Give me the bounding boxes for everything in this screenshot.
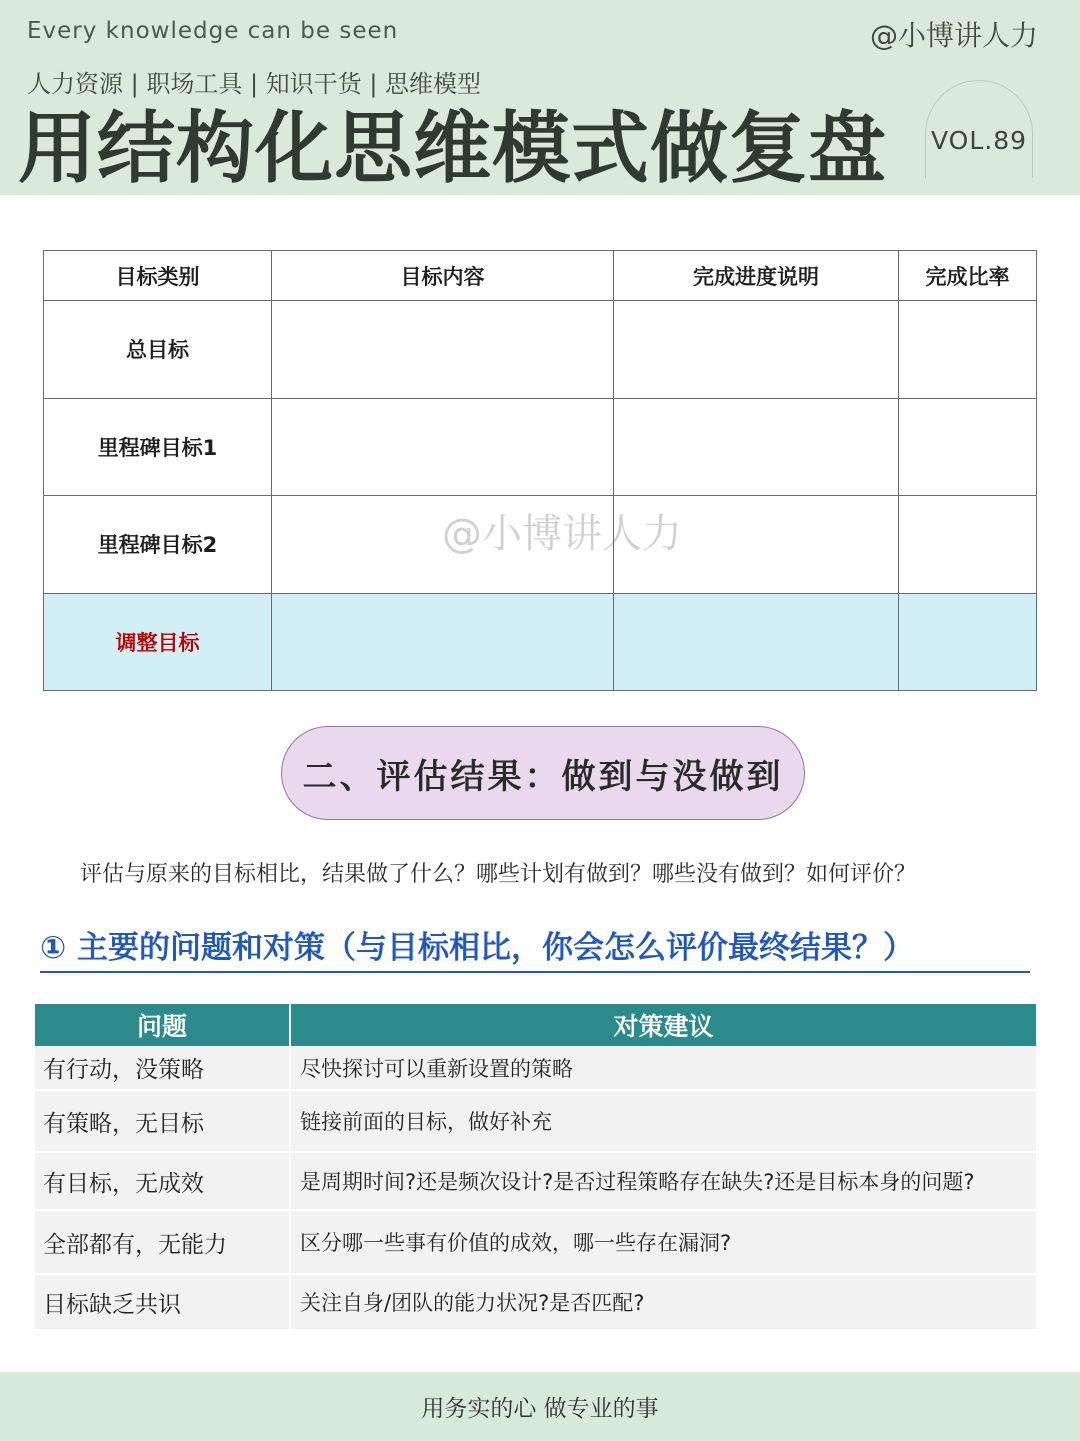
tagline: Every knowledge can be seen: [27, 18, 399, 44]
footer-text: 用务实的心 做专业的事: [421, 1396, 659, 1422]
category-list: 人力资源 | 职场工具 | 知识干货 | 思维模型: [27, 70, 482, 98]
problem-cell: 有目标，无成效: [35, 1152, 290, 1210]
ratio-cell[interactable]: [899, 496, 1037, 594]
row-label: 总目标: [44, 301, 272, 399]
progress-cell[interactable]: [614, 301, 899, 399]
ratio-cell[interactable]: [899, 398, 1037, 496]
volume-badge: [925, 80, 1033, 178]
section-question: 评估与原来的目标相比，结果做了什么？哪些计划有做到？哪些没有做到？如何评价？: [80, 862, 917, 887]
section-title-pill: [281, 726, 805, 820]
content-cell[interactable]: [272, 593, 614, 691]
header-banner: [0, 0, 1080, 195]
footer-slogan: [0, 1372, 1080, 1441]
row-label-adjusted: 调整目标: [44, 593, 272, 691]
problem-cell: 有策略，无目标: [35, 1090, 290, 1152]
problem-cell: 目标缺乏共识: [35, 1274, 290, 1330]
watermark: @小博讲人力: [442, 511, 682, 557]
table-row: [35, 1046, 1036, 1090]
author-handle: @小博讲人力: [869, 19, 1038, 52]
content-cell[interactable]: [272, 301, 614, 399]
page-title: 用结构化思维模式做复盘: [18, 104, 888, 194]
ratio-cell[interactable]: [899, 593, 1037, 691]
row-label: 里程碑目标1: [44, 398, 272, 496]
header-cell: 对策建议: [290, 1004, 1036, 1046]
section-title: 二、评估结果：做到与没做到: [302, 756, 784, 797]
target-table: [43, 250, 1037, 691]
problem-table-header: [35, 1004, 1036, 1046]
target-table-header: [44, 251, 1037, 301]
table-row: [35, 1090, 1036, 1152]
header-cell: 目标类别: [44, 251, 272, 301]
header-cell: 完成比率: [899, 251, 1037, 301]
table-row: [44, 301, 1037, 399]
table-row: [35, 1152, 1036, 1210]
problem-cell: 有行动，没策略: [35, 1046, 290, 1090]
problem-table: [35, 1004, 1036, 1331]
progress-cell[interactable]: [614, 398, 899, 496]
ratio-cell[interactable]: [899, 301, 1037, 399]
header-cell: 完成进度说明: [614, 251, 899, 301]
advice-cell: 区分哪一些事有价值的成效，哪一些存在漏洞?: [290, 1210, 1036, 1274]
advice-cell: 关注自身/团队的能力状况?是否匹配?: [290, 1274, 1036, 1330]
table-row: [44, 398, 1037, 496]
problem-cell: 全部都有，无能力: [35, 1210, 290, 1274]
volume-label: VOL.89: [930, 126, 1028, 155]
subsection-heading: ① 主要的问题和对策（与目标相比，你会怎么评价最终结果？）: [40, 922, 1030, 973]
table-row: [35, 1210, 1036, 1274]
table-row-adjusted: [44, 593, 1037, 691]
advice-cell: 尽快探讨可以重新设置的策略: [290, 1046, 1036, 1090]
advice-cell: 是周期时间?还是频次设计?是否过程策略存在缺失?还是目标本身的问题?: [290, 1152, 1036, 1210]
advice-cell: 链接前面的目标，做好补充: [290, 1090, 1036, 1152]
table-row: [35, 1274, 1036, 1330]
header-cell: 目标内容: [272, 251, 614, 301]
row-label: 里程碑目标2: [44, 496, 272, 594]
header-cell: 问题: [35, 1004, 290, 1046]
progress-cell[interactable]: [614, 593, 899, 691]
content-cell[interactable]: [272, 398, 614, 496]
